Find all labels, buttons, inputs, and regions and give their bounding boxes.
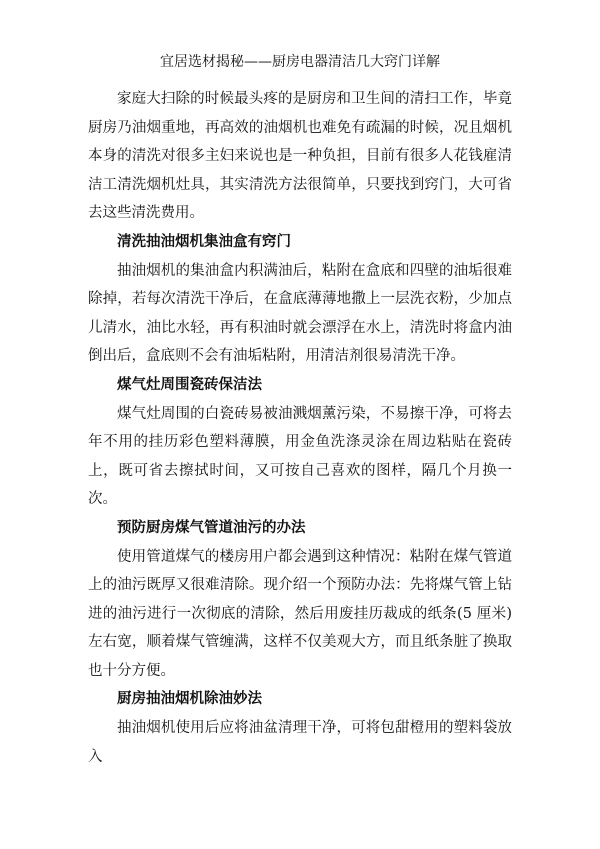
- section-text-oil-box: 抽油烟机的集油盒内积满油后，粘附在盒底和四壁的油垢很难除掉，若每次清洗干净后，在盒底薄薄地撒上一层洗衣粉，少加点儿清水，油比水轻，再有积油时就会漂浮在水上，清洗时将盒内油倒出后，盒底则不会有油垢粘附，用清洁剂很易清洗干净。: [88, 262, 512, 365]
- section-heading-tiles: 煤气灶周围瓷砖保洁法: [117, 375, 262, 393]
- section-heading-oil-box: 清洗抽油烟机集油盒有窍门: [117, 232, 291, 250]
- document-body: [88, 85, 512, 771]
- section-heading-gas-pipe: 预防厨房煤气管道油污的办法: [117, 518, 306, 536]
- section-text-tiles: 煤气灶周围的白瓷砖易被油溅烟薰污染，不易擦干净，可将去年不用的挂历彩色塑料薄膜，用金鱼洗涤灵涂在周边粘贴在瓷砖上，既可省去擦拭时间，又可按自己喜欢的图样，隔几个月换一次。: [88, 405, 512, 508]
- document-title: 宜居选材揭秘——厨房电器清洁几大窍门详解: [160, 54, 440, 70]
- section-text-gas-pipe: 使用管道煤气的楼房用户都会遇到这种情况：粘附在煤气管道上的油污既厚又很难清除。现介绍一个预防办法：先将煤气管上钻进的油污进行一次彻底的清除，然后用废挂历裁成的纸条(5 厘米)左右宽，顺着煤气管缠满，这样不仅美观大方，而且纸条脏了换取也十分方便。: [88, 548, 512, 679]
- section-text-degrease: 抽油烟机使用后应将油盆清理干净，可将包甜橙用的塑料袋放入: [88, 720, 512, 765]
- section-heading-degrease: 厨房抽油烟机除油妙法: [117, 690, 262, 708]
- intro-paragraph: 家庭大扫除的时候最头疼的是厨房和卫生间的清扫工作，毕竟厨房乃油烟重地，再高效的油烟机也难免有疏漏的时候，况且烟机本身的清洗对很多主妇来说也是一种负担，目前有很多人花钱雇清洁工清洗烟机灶具，其实清洗方法很简单，只要找到窍门，大可省去这些清洗费用。: [88, 91, 512, 222]
